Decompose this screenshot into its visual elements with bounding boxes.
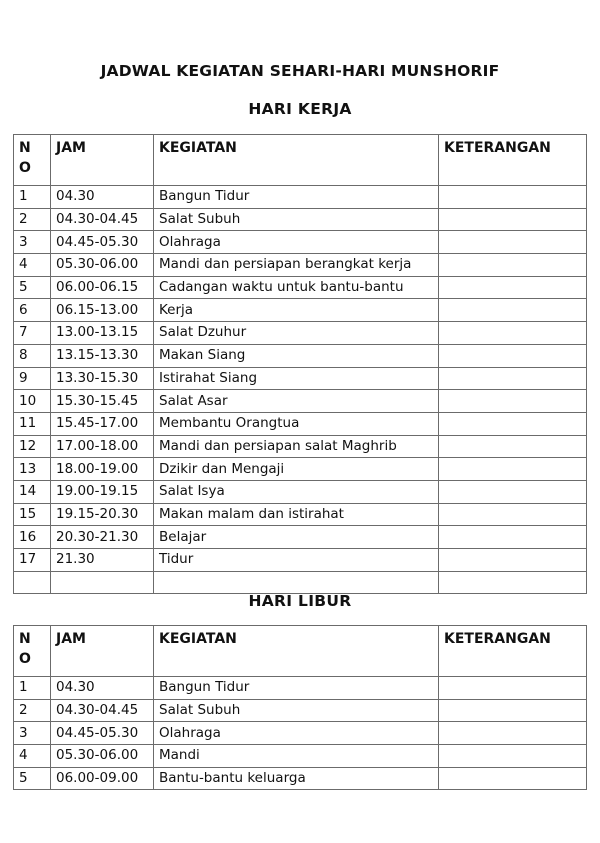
cell-keterangan bbox=[439, 722, 587, 745]
cell-kegiatan: Cadangan waktu untuk bantu-bantu bbox=[154, 276, 439, 299]
cell-jam: 15.45-17.00 bbox=[51, 412, 154, 435]
table-row bbox=[14, 299, 587, 322]
cell-keterangan bbox=[439, 344, 587, 367]
cell-kegiatan: Istirahat Siang bbox=[154, 367, 439, 390]
table-row bbox=[14, 435, 587, 458]
header-no bbox=[14, 626, 51, 677]
cell-no: 11 bbox=[14, 412, 51, 435]
cell-keterangan bbox=[439, 767, 587, 790]
cell-jam: 06.00-06.15 bbox=[51, 276, 154, 299]
schedule-table-hari-libur bbox=[13, 625, 587, 790]
cell-jam: 06.00-09.00 bbox=[51, 767, 154, 790]
header-jam: JAM bbox=[51, 135, 154, 186]
cell-kegiatan: Membantu Orangtua bbox=[154, 412, 439, 435]
cell-jam: 13.15-13.30 bbox=[51, 344, 154, 367]
cell-jam: 19.15-20.30 bbox=[51, 503, 154, 526]
table-row bbox=[14, 322, 587, 345]
cell-jam: 15.30-15.45 bbox=[51, 390, 154, 413]
cell-no: 12 bbox=[14, 435, 51, 458]
cell-jam: 04.30 bbox=[51, 186, 154, 209]
cell-no: 3 bbox=[14, 231, 51, 254]
cell-keterangan bbox=[439, 299, 587, 322]
table-row bbox=[14, 412, 587, 435]
cell-kegiatan: Bangun Tidur bbox=[154, 677, 439, 700]
header-no bbox=[14, 135, 51, 186]
cell-jam: 04.45-05.30 bbox=[51, 722, 154, 745]
table-row bbox=[14, 677, 587, 700]
table-row bbox=[14, 390, 587, 413]
cell-kegiatan: Salat Subuh bbox=[154, 699, 439, 722]
table-header-row bbox=[14, 626, 587, 677]
cell-no: 3 bbox=[14, 722, 51, 745]
header-no-line2: O bbox=[19, 651, 31, 667]
cell-jam: 05.30-06.00 bbox=[51, 254, 154, 277]
table-row bbox=[14, 344, 587, 367]
cell-keterangan bbox=[439, 435, 587, 458]
table-row bbox=[14, 503, 587, 526]
cell-keterangan bbox=[439, 503, 587, 526]
table-row bbox=[14, 699, 587, 722]
cell-keterangan bbox=[439, 186, 587, 209]
cell-kegiatan: Tidur bbox=[154, 549, 439, 572]
cell-jam: 13.00-13.15 bbox=[51, 322, 154, 345]
cell-kegiatan: Belajar bbox=[154, 526, 439, 549]
cell-jam: 21.30 bbox=[51, 549, 154, 572]
cell-keterangan bbox=[439, 699, 587, 722]
header-no-line2: O bbox=[19, 160, 31, 176]
cell-kegiatan: Bangun Tidur bbox=[154, 186, 439, 209]
cell-jam: 13.30-15.30 bbox=[51, 367, 154, 390]
cell-no: 2 bbox=[14, 208, 51, 231]
cell-keterangan bbox=[439, 390, 587, 413]
table-row bbox=[14, 254, 587, 277]
table-row bbox=[14, 208, 587, 231]
cell-no: 7 bbox=[14, 322, 51, 345]
table-row bbox=[14, 458, 587, 481]
cell-kegiatan: Olahraga bbox=[154, 231, 439, 254]
cell-kegiatan: Makan malam dan istirahat bbox=[154, 503, 439, 526]
cell-jam: 18.00-19.00 bbox=[51, 458, 154, 481]
cell-keterangan bbox=[439, 276, 587, 299]
header-no-line1: N bbox=[19, 631, 31, 647]
cell-kegiatan: Salat Dzuhur bbox=[154, 322, 439, 345]
cell-jam: 04.30-04.45 bbox=[51, 208, 154, 231]
header-keterangan: KETERANGAN bbox=[439, 626, 587, 677]
cell-no: 2 bbox=[14, 699, 51, 722]
table-body-hari-libur bbox=[14, 677, 587, 790]
cell-kegiatan: Olahraga bbox=[154, 722, 439, 745]
cell-kegiatan: Salat Isya bbox=[154, 480, 439, 503]
table-row bbox=[14, 276, 587, 299]
table-row bbox=[14, 526, 587, 549]
cell-keterangan bbox=[439, 745, 587, 768]
header-keterangan: KETERANGAN bbox=[439, 135, 587, 186]
cell-no: 5 bbox=[14, 767, 51, 790]
cell-kegiatan: Mandi dan persiapan salat Maghrib bbox=[154, 435, 439, 458]
schedule-table-hari-kerja bbox=[13, 134, 587, 594]
cell-keterangan bbox=[439, 526, 587, 549]
cell-keterangan bbox=[439, 677, 587, 700]
cell-no bbox=[14, 571, 51, 594]
cell-no: 16 bbox=[14, 526, 51, 549]
table-row bbox=[14, 745, 587, 768]
header-jam: JAM bbox=[51, 626, 154, 677]
cell-no: 1 bbox=[14, 677, 51, 700]
cell-keterangan bbox=[439, 412, 587, 435]
cell-kegiatan: Salat Subuh bbox=[154, 208, 439, 231]
table-row bbox=[14, 231, 587, 254]
table-row bbox=[14, 549, 587, 572]
cell-keterangan bbox=[439, 231, 587, 254]
cell-no: 15 bbox=[14, 503, 51, 526]
cell-jam: 05.30-06.00 bbox=[51, 745, 154, 768]
cell-kegiatan: Kerja bbox=[154, 299, 439, 322]
cell-keterangan bbox=[439, 571, 587, 594]
cell-no: 6 bbox=[14, 299, 51, 322]
document-title: JADWAL KEGIATAN SEHARI-HARI MUNSHORIF bbox=[100, 62, 500, 80]
cell-jam: 20.30-21.30 bbox=[51, 526, 154, 549]
table-row bbox=[14, 767, 587, 790]
cell-keterangan bbox=[439, 208, 587, 231]
cell-jam: 17.00-18.00 bbox=[51, 435, 154, 458]
cell-no: 10 bbox=[14, 390, 51, 413]
table-row bbox=[14, 722, 587, 745]
cell-kegiatan bbox=[154, 571, 439, 594]
cell-jam: 04.30-04.45 bbox=[51, 699, 154, 722]
table-row bbox=[14, 367, 587, 390]
cell-keterangan bbox=[439, 254, 587, 277]
cell-no: 1 bbox=[14, 186, 51, 209]
cell-kegiatan: Mandi bbox=[154, 745, 439, 768]
table-row bbox=[14, 571, 587, 594]
cell-keterangan bbox=[439, 480, 587, 503]
table-row bbox=[14, 186, 587, 209]
cell-no: 17 bbox=[14, 549, 51, 572]
cell-no: 14 bbox=[14, 480, 51, 503]
section-title-hari-kerja: HARI KERJA bbox=[248, 100, 352, 118]
cell-no: 13 bbox=[14, 458, 51, 481]
cell-keterangan bbox=[439, 458, 587, 481]
table-body-hari-kerja bbox=[14, 186, 587, 594]
cell-jam: 04.45-05.30 bbox=[51, 231, 154, 254]
cell-no: 4 bbox=[14, 254, 51, 277]
cell-keterangan bbox=[439, 367, 587, 390]
cell-keterangan bbox=[439, 322, 587, 345]
cell-jam: 06.15-13.00 bbox=[51, 299, 154, 322]
header-kegiatan: KEGIATAN bbox=[154, 626, 439, 677]
cell-no: 4 bbox=[14, 745, 51, 768]
cell-kegiatan: Makan Siang bbox=[154, 344, 439, 367]
cell-jam: 04.30 bbox=[51, 677, 154, 700]
cell-kegiatan: Bantu-bantu keluarga bbox=[154, 767, 439, 790]
cell-no: 8 bbox=[14, 344, 51, 367]
header-no-line1: N bbox=[19, 140, 31, 156]
cell-kegiatan: Dzikir dan Mengaji bbox=[154, 458, 439, 481]
cell-kegiatan: Salat Asar bbox=[154, 390, 439, 413]
cell-no: 5 bbox=[14, 276, 51, 299]
cell-jam: 19.00-19.15 bbox=[51, 480, 154, 503]
cell-keterangan bbox=[439, 549, 587, 572]
section-title-hari-libur: HARI LIBUR bbox=[248, 592, 352, 610]
cell-no: 9 bbox=[14, 367, 51, 390]
cell-kegiatan: Mandi dan persiapan berangkat kerja bbox=[154, 254, 439, 277]
header-kegiatan: KEGIATAN bbox=[154, 135, 439, 186]
table-header-row bbox=[14, 135, 587, 186]
cell-jam bbox=[51, 571, 154, 594]
table-row bbox=[14, 480, 587, 503]
